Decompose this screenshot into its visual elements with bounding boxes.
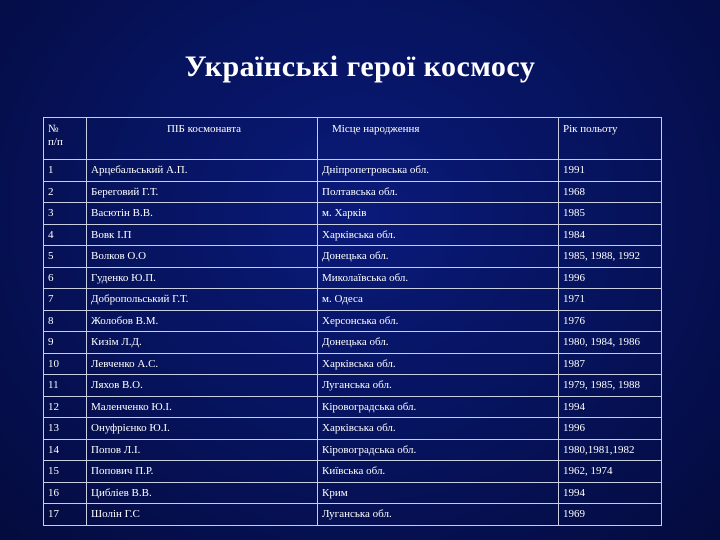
cosmonaut-name-cell: Кизім Л.Д. (87, 332, 318, 354)
row-number-cell: 7 (44, 289, 87, 311)
table-row (44, 224, 662, 246)
cosmonaut-name-cell: Добропольський Г.Т. (87, 289, 318, 311)
flight-year-cell: 1980,1981,1982 (559, 439, 662, 461)
cosmonaut-name-cell: Жолобов В.М. (87, 310, 318, 332)
flight-year-cell: 1979, 1985, 1988 (559, 375, 662, 397)
table-row (44, 396, 662, 418)
flight-year-cell: 1987 (559, 353, 662, 375)
birthplace-cell: Київська обл. (318, 461, 559, 483)
birthplace-cell: м. Харків (318, 203, 559, 225)
page-title: Українські герої космосу (184, 50, 536, 83)
birthplace-cell: Полтавська обл. (318, 181, 559, 203)
flight-year-cell: 1962, 1974 (559, 461, 662, 483)
table-row (44, 332, 662, 354)
flight-year-cell: 1994 (559, 482, 662, 504)
flight-year-cell: 1969 (559, 504, 662, 526)
table-row (44, 504, 662, 526)
row-number-cell: 13 (44, 418, 87, 440)
table-row (44, 289, 662, 311)
table-row (44, 246, 662, 268)
cosmonaut-name-cell: Волков О.О (87, 246, 318, 268)
birthplace-cell: Кіровоградська обл. (318, 439, 559, 461)
cosmonaut-name-cell: Ляхов В.О. (87, 375, 318, 397)
row-number-cell: 1 (44, 160, 87, 182)
birthplace-cell: Луганська обл. (318, 504, 559, 526)
header-number: № п/п (44, 118, 87, 160)
row-number-cell: 6 (44, 267, 87, 289)
birthplace-cell: Харківська обл. (318, 418, 559, 440)
birthplace-cell: Харківська обл. (318, 224, 559, 246)
birthplace-cell: м. Одеса (318, 289, 559, 311)
row-number-cell: 11 (44, 375, 87, 397)
cosmonaut-name-cell: Арцебальський А.П. (87, 160, 318, 182)
table-row (44, 267, 662, 289)
table-row (44, 439, 662, 461)
birthplace-cell: Крим (318, 482, 559, 504)
birthplace-cell: Луганська обл. (318, 375, 559, 397)
row-number-cell: 5 (44, 246, 87, 268)
row-number-cell: 15 (44, 461, 87, 483)
cosmonaut-name-cell: Гуденко Ю.П. (87, 267, 318, 289)
table-header-row (44, 118, 662, 160)
birthplace-cell: Дніпропетровська обл. (318, 160, 559, 182)
table-row (44, 203, 662, 225)
row-number-cell: 3 (44, 203, 87, 225)
flight-year-cell: 1994 (559, 396, 662, 418)
table-row (44, 375, 662, 397)
cosmonaut-name-cell: Шолін Г.С (87, 504, 318, 526)
row-number-cell: 4 (44, 224, 87, 246)
flight-year-cell: 1985 (559, 203, 662, 225)
row-number-cell: 8 (44, 310, 87, 332)
cosmonaut-name-cell: Береговий Г.Т. (87, 181, 318, 203)
row-number-cell: 14 (44, 439, 87, 461)
header-flight-year: Рік польоту (559, 118, 662, 160)
cosmonaut-name-cell: Левченко А.С. (87, 353, 318, 375)
table-row (44, 160, 662, 182)
flight-year-cell: 1996 (559, 418, 662, 440)
cosmonaut-name-cell: Васютін В.В. (87, 203, 318, 225)
row-number-cell: 17 (44, 504, 87, 526)
birthplace-cell: Харківська обл. (318, 353, 559, 375)
table-row (44, 461, 662, 483)
header-name: ПІБ космонавта (87, 118, 318, 160)
table-row (44, 418, 662, 440)
flight-year-cell: 1991 (559, 160, 662, 182)
birthplace-cell: Донецька обл. (318, 246, 559, 268)
flight-year-cell: 1985, 1988, 1992 (559, 246, 662, 268)
header-birthplace: Місце народження (318, 118, 559, 160)
table-row (44, 310, 662, 332)
cosmonaut-name-cell: Маленченко Ю.І. (87, 396, 318, 418)
birthplace-cell: Херсонська обл. (318, 310, 559, 332)
flight-year-cell: 1980, 1984, 1986 (559, 332, 662, 354)
cosmonauts-table (43, 117, 662, 526)
flight-year-cell: 1996 (559, 267, 662, 289)
row-number-cell: 16 (44, 482, 87, 504)
table-row (44, 353, 662, 375)
birthplace-cell: Миколаївська обл. (318, 267, 559, 289)
birthplace-cell: Донецька обл. (318, 332, 559, 354)
table-row (44, 181, 662, 203)
cosmonaut-name-cell: Вовк І.П (87, 224, 318, 246)
row-number-cell: 10 (44, 353, 87, 375)
row-number-cell: 2 (44, 181, 87, 203)
flight-year-cell: 1971 (559, 289, 662, 311)
flight-year-cell: 1984 (559, 224, 662, 246)
flight-year-cell: 1968 (559, 181, 662, 203)
cosmonaut-name-cell: Онуфрієнко Ю.І. (87, 418, 318, 440)
row-number-cell: 9 (44, 332, 87, 354)
flight-year-cell: 1976 (559, 310, 662, 332)
cosmonaut-name-cell: Попов Л.І. (87, 439, 318, 461)
cosmonaut-name-cell: Попович П.Р. (87, 461, 318, 483)
cosmonaut-name-cell: Цибліев В.В. (87, 482, 318, 504)
row-number-cell: 12 (44, 396, 87, 418)
table-row (44, 482, 662, 504)
birthplace-cell: Кіровоградська обл. (318, 396, 559, 418)
